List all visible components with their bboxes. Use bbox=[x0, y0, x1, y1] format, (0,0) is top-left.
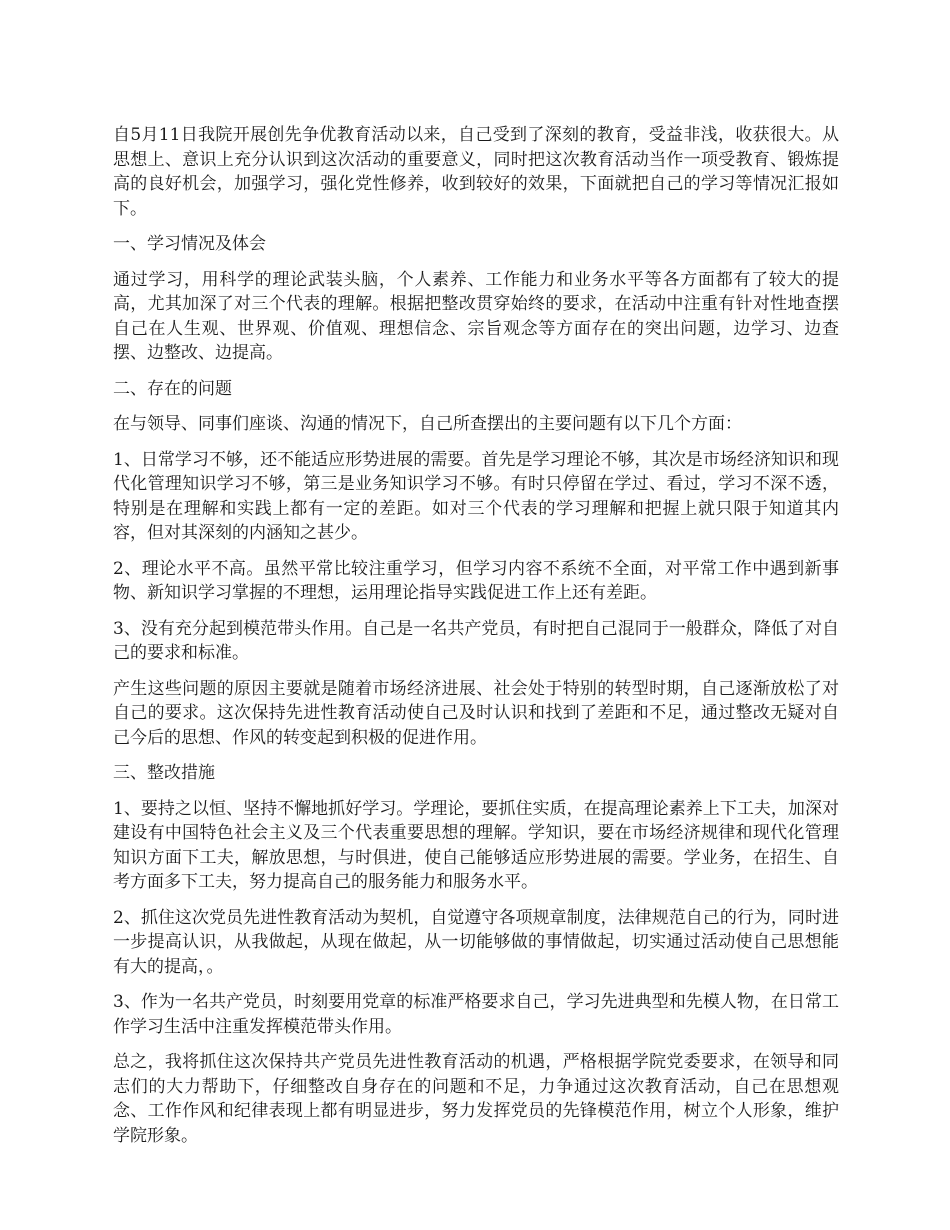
measure-item-1: 1、要持之以恒、坚持不懈地抓好学习。学理论，要抓住实质，在提高理论素养上下工夫，加深对建设有中国特色社会主义及三个代表重要思想的理解。学知识，要在市场经济规律和现代化管理知识方面下工夫，解放思想，与时俱进，使自己能够适应形势进展的需要。学业务，在招生、自考方面多下工夫，努力提高自己的服务能力和服务水平。 bbox=[113, 798, 839, 892]
cause-paragraph: 产生这些问题的原因主要就是随着市场经济进展、社会处于特别的转型时期，自己逐渐放松了对自己的要求。这次保持先进性教育活动使自己及时认识和找到了差距和不足，通过整改无疑对自己今后的思想、作风的转变起到积极的促进作用。 bbox=[113, 678, 839, 748]
document-body bbox=[113, 123, 839, 1159]
conclusion-paragraph: 总之，我将抓住这次保持共产党员先进性教育活动的机遇，严格根据学院党委要求，在领导和同志们的大力帮助下，仔细整改自身存在的问题和不足，力争通过这次教育活动，自己在思想观念、工作作风和纪律表现上都有明显进步，努力发挥党员的先锋模范作用，树立个人形象，维护学院形象。 bbox=[113, 1052, 839, 1146]
study-paragraph: 通过学习，用科学的理论武装头脑，个人素养、工作能力和业务水平等各方面都有了较大的提高，尤其加深了对三个代表的理解。根据把整改贯穿始终的要求，在活动中注重有针对性地查摆自己在人生观、世界观、价值观、理想信念、宗旨观念等方面存在的突出问题，边学习、边查摆、边整改、边提高。 bbox=[113, 269, 839, 363]
measure-item-3: 3、作为一名共产党员，时刻要用党章的标准严格要求自己，学习先进典型和先模人物，在日常工作学习生活中注重发挥模范带头作用。 bbox=[113, 992, 839, 1037]
section-heading-problems: 二、存在的问题 bbox=[113, 378, 232, 399]
intro-paragraph: 自5月11日我院开展创先争优教育活动以来，自己受到了深刻的教育，受益非浅，收获很大。从思想上、意识上充分认识到这次活动的重要意义，同时把这次教育活动当作一项受教育、锻炼提高的良好机会，加强学习，强化党性修养，收到较好的效果，下面就把自己的学习等情况汇报如下。 bbox=[113, 125, 839, 219]
problem-item-2: 2、理论水平不高。虽然平常比较注重学习，但学习内容不系统不全面，对平常工作中遇到新事物、新知识学习掌握的不理想，运用理论指导实践促进工作上还有差距。 bbox=[113, 558, 839, 603]
section-heading-study: 一、学习情况及体会 bbox=[113, 234, 266, 254]
problems-intro-paragraph: 在与领导、同事们座谈、沟通的情况下，自己所查摆出的主要问题有以下几个方面： bbox=[113, 414, 742, 434]
problem-item-1: 1、日常学习不够，还不能适应形势进展的需要。首先是学习理论不够，其次是市场经济知识和现代化管理知识学习不够，第三是业务知识学习不够。有时只停留在学过、看过，学习不深不透，特别是在理解和实践上都有一定的差距。如对三个代表的学习理解和把握上就只限于知道其内容，但对其深刻的内涵知之甚少。 bbox=[113, 449, 839, 543]
problem-item-3: 3、没有充分起到模范带头作用。自己是一名共产党员，有时把自己混同于一般群众，降低了对自己的要求和标准。 bbox=[113, 618, 839, 663]
section-heading-measures: 三、整改措施 bbox=[113, 763, 215, 783]
measure-item-2: 2、抓住这次党员先进性教育活动为契机，自觉遵守各项规章制度，法律规范自己的行为，同时进一步提高认识，从我做起，从现在做起，从一切能够做的事情做起，切实通过活动使自己思想能有大的提高，。 bbox=[113, 907, 839, 977]
